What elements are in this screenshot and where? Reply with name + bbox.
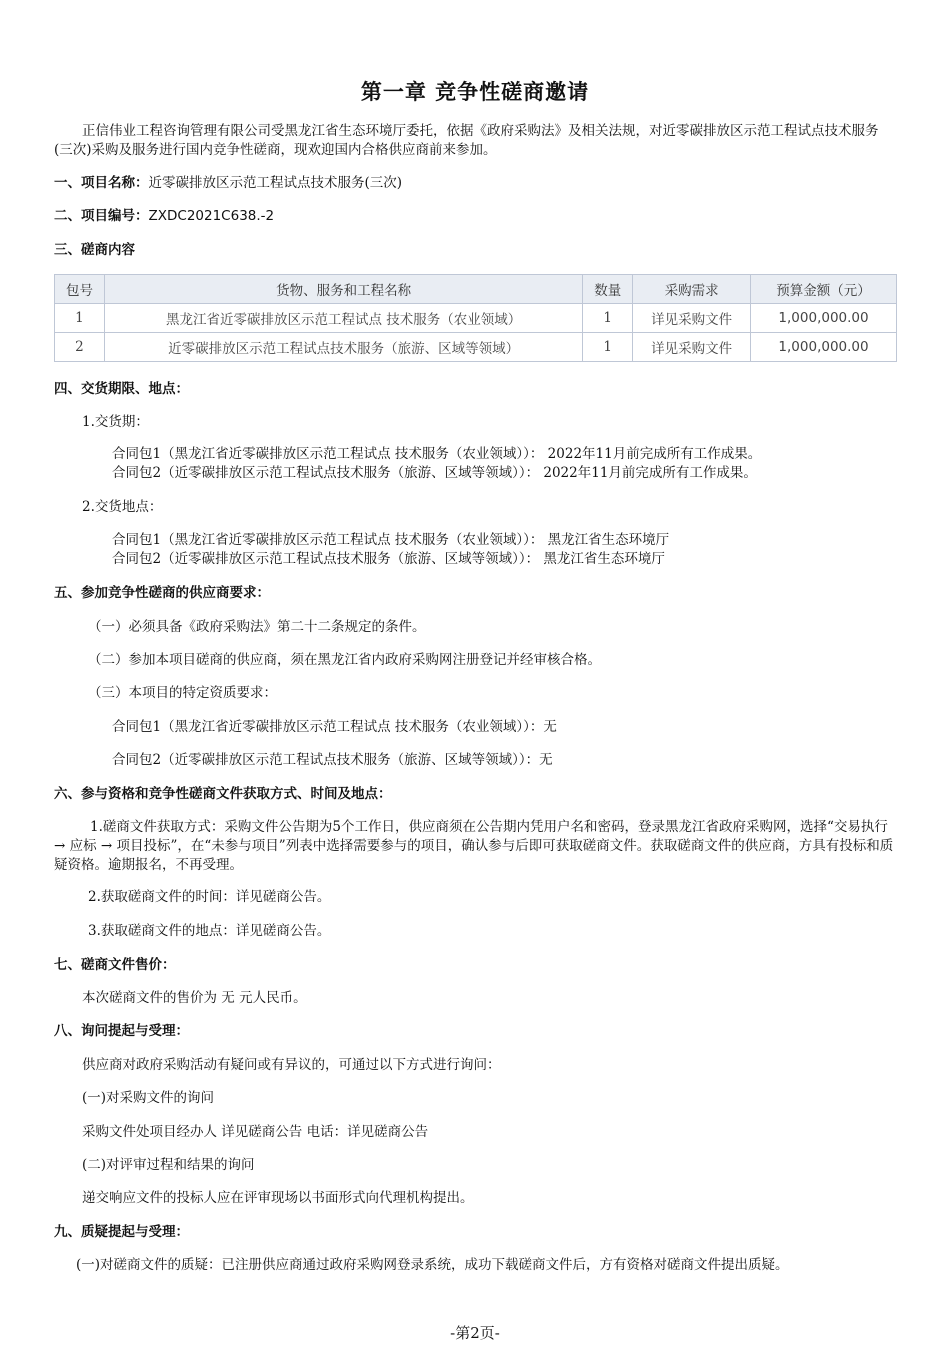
delivery-place-package-2: 合同包2（近零碳排放区示范工程试点技术服务（旅游、区域等领域））： 黑龙江省生态环境厅 — [112, 551, 665, 567]
col-requirement: 采购需求 — [633, 275, 751, 304]
acquisition-time: 2.获取磋商文件的时间：详见磋商公告。 — [88, 889, 331, 905]
delivery-place-package-1: 合同包1（黑龙江省近零碳排放区示范工程试点 技术服务（农业领域））： 黑龙江省生态环境厅 — [112, 532, 670, 548]
requirement-2: （二）参加本项目磋商的供应商，须在黑龙江省内政府采购网注册登记并经审核合格。 — [88, 652, 601, 668]
section-inquiry-heading: 八、询问提起与受理： — [54, 1023, 189, 1039]
table-row — [55, 304, 897, 333]
challenge-item-1: (一)对磋商文件的质疑：已注册供应商通过政府采购网登录系统，成功下载磋商文件后，方有资格对磋商文件提出质疑。 — [76, 1257, 789, 1273]
delivery-period-label: 1.交货期： — [82, 414, 149, 430]
acquisition-place: 3.获取磋商文件的地点：详见磋商公告。 — [88, 923, 331, 939]
cell-package-no: 2 — [55, 333, 105, 362]
cell-requirement: 详见采购文件 — [633, 333, 751, 362]
qualification-package-2: 合同包2（近零碳排放区示范工程试点技术服务（旅游、区域等领域））：无 — [112, 752, 553, 768]
cell-package-no: 1 — [55, 304, 105, 333]
inquiry-item-2: (二)对评审过程和结果的询问 — [82, 1157, 255, 1173]
acquisition-method: 1.磋商文件获取方式：采购文件公告期为5个工作日，供应商须在公告期内凭用户名和密码，登录黑龙江省政府采购网，选择“交易执行 → 应标 → 项目投标”，在“未参与项目”列表中选择需要参与的项目，确认参与后即可获取磋商文件。获取磋商文件的供应商，方具有投标和质疑资格。逾期报名，不再受理。 — [54, 819, 894, 873]
qualification-package-1: 合同包1（黑龙江省近零碳排放区示范工程试点 技术服务（农业领域））：无 — [112, 719, 557, 735]
section-delivery-heading: 四、交货期限、地点： — [54, 381, 189, 397]
table-header-row — [55, 275, 897, 304]
cell-quantity: 1 — [583, 304, 633, 333]
section-challenge-heading: 九、质疑提起与受理： — [54, 1224, 189, 1240]
section-content-heading: 三、磋商内容 — [54, 242, 135, 258]
delivery-period-package-1: 合同包1（黑龙江省近零碳排放区示范工程试点 技术服务（农业领域））： 2022年11月前完成所有工作成果。 — [112, 446, 762, 462]
section-label: 一、项目名称： — [54, 175, 149, 191]
inquiry-intro: 供应商对政府采购活动有疑问或有异议的，可通过以下方式进行询问： — [82, 1057, 501, 1073]
requirement-3: （三）本项目的特定资质要求： — [88, 685, 277, 701]
page-number: -第2页- — [450, 1324, 500, 1342]
page-title: 第一章 竞争性磋商邀请 — [360, 79, 590, 104]
section-project-name — [54, 174, 896, 193]
col-quantity: 数量 — [583, 275, 633, 304]
delivery-place-label: 2.交货地点： — [82, 499, 163, 515]
section-supplier-requirements-heading: 五、参加竞争性磋商的供应商要求： — [54, 585, 270, 601]
project-number-value: ZXDC2021C638.-2 — [148, 208, 275, 224]
requirement-1: （一）必须具备《政府采购法》第二十二条规定的条件。 — [88, 619, 426, 635]
cell-quantity: 1 — [583, 333, 633, 362]
inquiry-contact: 采购文件处项目经办人 详见磋商公告 电话：详见磋商公告 — [82, 1124, 429, 1140]
cell-item-name: 黑龙江省近零碳排放区示范工程试点 技术服务（农业领域） — [104, 304, 582, 333]
section-price-heading: 七、磋商文件售价： — [54, 957, 176, 973]
col-budget: 预算金额（元） — [751, 275, 897, 304]
project-name-value: 近零碳排放区示范工程试点技术服务(三次) — [148, 175, 403, 191]
cell-item-name: 近零碳排放区示范工程试点技术服务（旅游、区域等领域） — [104, 333, 582, 362]
col-item-name: 货物、服务和工程名称 — [104, 275, 582, 304]
section-label: 二、项目编号： — [54, 208, 149, 224]
inquiry-item-2-text: 递交响应文件的投标人应在评审现场以书面形式向代理机构提出。 — [82, 1190, 474, 1206]
inquiry-item-1: (一)对采购文件的询问 — [82, 1090, 215, 1106]
section-project-number — [54, 207, 896, 226]
delivery-period-package-2: 合同包2（近零碳排放区示范工程试点技术服务（旅游、区域等领域））： 2022年11月前完成所有工作成果。 — [112, 465, 757, 481]
cell-budget: 1,000,000.00 — [751, 333, 897, 362]
price-text: 本次磋商文件的售价为 无 元人民币。 — [82, 990, 307, 1006]
section-acquisition-heading: 六、参与资格和竞争性磋商文件获取方式、时间及地点： — [54, 786, 392, 802]
cell-requirement: 详见采购文件 — [633, 304, 751, 333]
intro-paragraph: 正信伟业工程咨询管理有限公司受黑龙江省生态环境厅委托，依据《政府采购法》及相关法规，对近零碳排放区示范工程试点技术服务(三次)采购及服务进行国内竞争性磋商，现欢迎国内合格供应商前来参加。 — [54, 123, 879, 158]
col-package-no: 包号 — [55, 275, 105, 304]
table-row — [55, 333, 897, 362]
procurement-table — [54, 274, 897, 362]
cell-budget: 1,000,000.00 — [751, 304, 897, 333]
